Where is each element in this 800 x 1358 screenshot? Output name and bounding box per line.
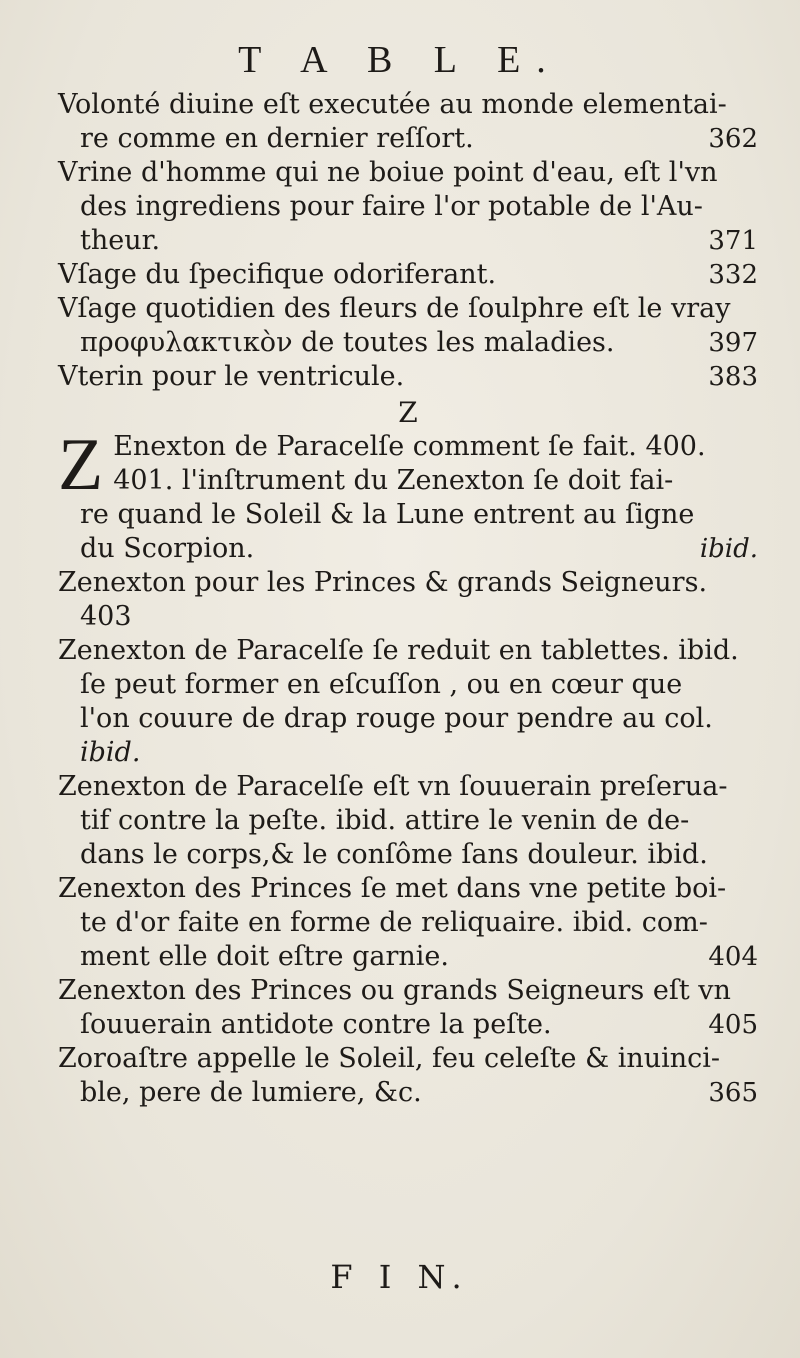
entry-line: 401. l'inſtrument du Zenexton ſe doit fai- xyxy=(113,465,674,496)
entry-line: du Scorpion. ibid. xyxy=(80,533,758,564)
entry-line: l'on couure de drap rouge pour pendre au col. xyxy=(80,703,713,734)
entry-line: tif contre la peſte. ibid. attire le venin de de- xyxy=(80,805,690,836)
entry-line: re quand le Soleil & la Lune entrent au ſigne xyxy=(80,499,695,530)
entry-line: ment elle doit eſtre garnie. 404 xyxy=(80,941,758,972)
index-entry xyxy=(58,566,758,634)
index-entry xyxy=(58,1042,758,1110)
drop-cap: Z xyxy=(58,424,104,506)
index-entry xyxy=(58,88,758,156)
index-entry xyxy=(58,156,758,258)
entry-line: προφυλακτικὸν de toutes les maladies. 397 xyxy=(80,327,758,358)
ibid-reference: ibid. xyxy=(699,534,758,564)
page-number: 362 xyxy=(708,124,758,154)
entry-line: Vſage du ſpecifique odoriferant. 332 xyxy=(58,259,758,290)
section-letter: Z xyxy=(398,396,418,429)
index-text xyxy=(58,88,758,1110)
entry-line: ſouuerain antidote contre la peſte. 405 xyxy=(80,1009,758,1040)
entry-line: Zenexton pour les Princes & grands Seigneurs. xyxy=(58,567,708,598)
entry-line: ble, pere de lumiere, &c. 365 xyxy=(80,1077,758,1108)
entry-line: Vterin pour le ventricule. 383 xyxy=(58,361,758,392)
index-entry xyxy=(58,360,758,394)
index-entry xyxy=(58,424,758,566)
page-number: 397 xyxy=(708,328,758,358)
index-entry xyxy=(58,634,758,770)
page-number: 383 xyxy=(708,362,758,392)
index-entry xyxy=(58,292,758,360)
entry-line: Vſage quotidien des fleurs de ſoulphre eſt le vray xyxy=(58,293,731,324)
entry-line: dans le corps,& le conſôme ſans douleur. ibid. xyxy=(80,839,708,870)
page-header: T A B L E. xyxy=(238,39,562,81)
entry-line: ſe peut former en eſcuſſon , ou en cœur que xyxy=(80,669,683,700)
entry-line: Vrine d'homme qui ne boiue point d'eau, eſt l'vn xyxy=(58,157,718,188)
entry-line: re comme en dernier reſſort. 362 xyxy=(80,123,758,154)
entry-line: Enexton de Paracelſe comment ſe fait. 400. xyxy=(113,431,706,462)
page-number: 405 xyxy=(708,1010,758,1040)
entry-line: te d'or faite en forme de reliquaire. ibid. com- xyxy=(80,907,708,938)
index-entry xyxy=(58,974,758,1042)
page-number: 404 xyxy=(708,942,758,972)
entry-line: Zenexton de Paracelſe ſe reduit en tablettes. ibid. xyxy=(58,635,739,666)
entry-line: theur. 371 xyxy=(80,225,758,256)
page-number: 365 xyxy=(708,1078,758,1108)
index-entry xyxy=(58,872,758,974)
page-number: 332 xyxy=(708,260,758,290)
entry-line: Zenexton des Princes ſe met dans vne petite boi- xyxy=(58,873,727,904)
entry-line: Volonté diuine eſt executée au monde elementai- xyxy=(58,89,727,120)
fin-marker: F I N. xyxy=(330,1258,470,1296)
index-entry xyxy=(58,770,758,872)
page-number: 371 xyxy=(708,226,758,256)
entry-line: 403 xyxy=(80,601,132,632)
index-entry xyxy=(58,258,758,292)
entry-line: des ingrediens pour faire l'or potable de l'Au- xyxy=(80,191,703,222)
entry-line: Zenexton des Princes ou grands Seigneurs eſt vn xyxy=(58,975,731,1006)
entry-line: Zenexton de Paracelſe eſt vn ſouuerain preſerua- xyxy=(58,771,728,802)
entry-line: Zoroaſtre appelle le Soleil, feu celeſte & inuinci- xyxy=(58,1043,721,1074)
entry-line: ibid. xyxy=(80,737,141,768)
